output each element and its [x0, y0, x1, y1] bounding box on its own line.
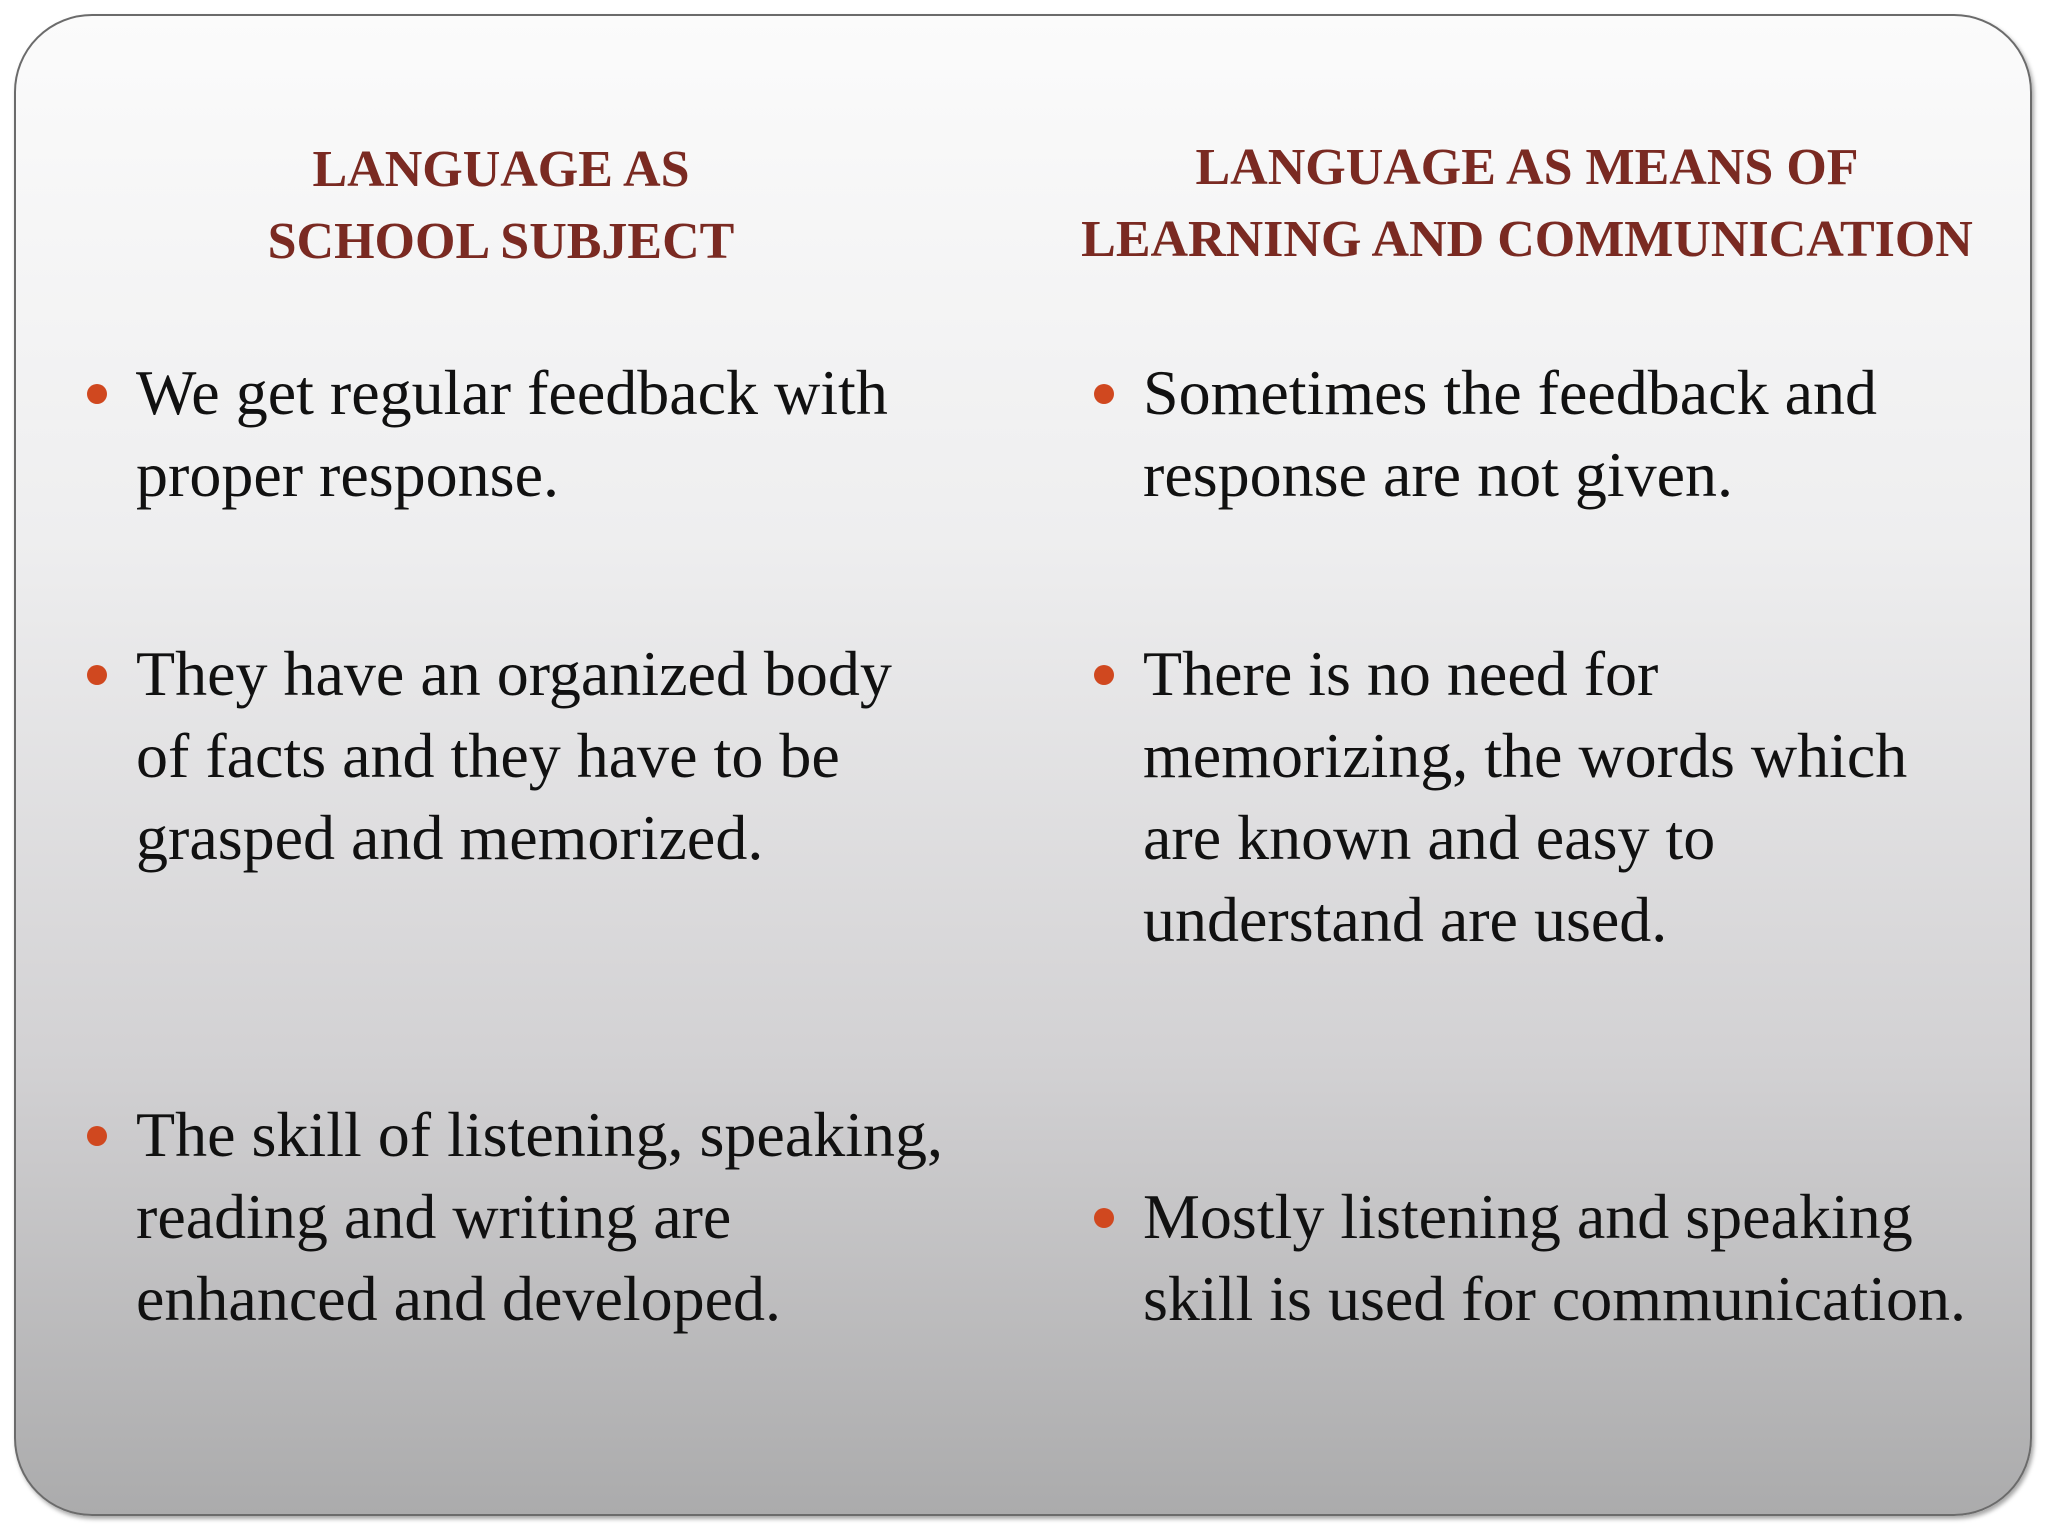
heading-line: SCHOOL SUBJECT: [267, 213, 735, 270]
bullet-text-line: understand are used.: [1143, 884, 1668, 955]
bullet-text-line: skill is used for communication.: [1143, 1263, 1966, 1334]
bullet-dot-icon: [87, 384, 107, 404]
bullet-dot-icon: [1094, 1208, 1114, 1228]
bullet-dot-icon: [1094, 665, 1114, 685]
bullet-dot-icon: [87, 665, 107, 685]
left-bullet-item: [136, 1094, 943, 1340]
bullet-dot-icon: [87, 1126, 107, 1146]
heading-line: LANGUAGE AS: [312, 141, 690, 198]
bullet-text-line: They have an organized body: [136, 638, 892, 709]
heading-language-as-school-subject: [216, 134, 786, 278]
bullet-text-line: of facts and they have to be: [136, 720, 840, 791]
bullet-text-line: response are not given.: [1143, 439, 1734, 510]
bullet-text-line: enhanced and developed.: [136, 1263, 782, 1334]
bullet-text-line: The skill of listening, speaking,: [136, 1099, 943, 1170]
right-bullet-item: [1143, 1176, 1966, 1340]
right-bullet-item: [1143, 352, 1877, 516]
bullet-text-line: There is no need for: [1143, 638, 1659, 709]
left-bullet-item: [136, 633, 892, 879]
heading-line: LEARNING AND COMMUNICATION: [1081, 211, 1973, 268]
bullet-text-line: grasped and memorized.: [136, 802, 764, 873]
heading-language-as-means-of-communication: [1032, 132, 2022, 276]
right-bullet-item: [1143, 633, 1907, 961]
bullet-text-line: proper response.: [136, 439, 559, 510]
left-bullet-item: [136, 352, 888, 516]
bullet-text-line: reading and writing are: [136, 1181, 732, 1252]
bullet-text-line: Sometimes the feedback and: [1143, 357, 1877, 428]
bullet-text-line: are known and easy to: [1143, 802, 1716, 873]
bullet-text-line: Mostly listening and speaking: [1143, 1181, 1913, 1252]
bullet-dot-icon: [1094, 384, 1114, 404]
heading-line: LANGUAGE AS MEANS OF: [1195, 139, 1859, 196]
slide: [14, 14, 2032, 1516]
bullet-text-line: memorizing, the words which: [1143, 720, 1908, 791]
bullet-text-line: We get regular feedback with: [136, 357, 888, 428]
